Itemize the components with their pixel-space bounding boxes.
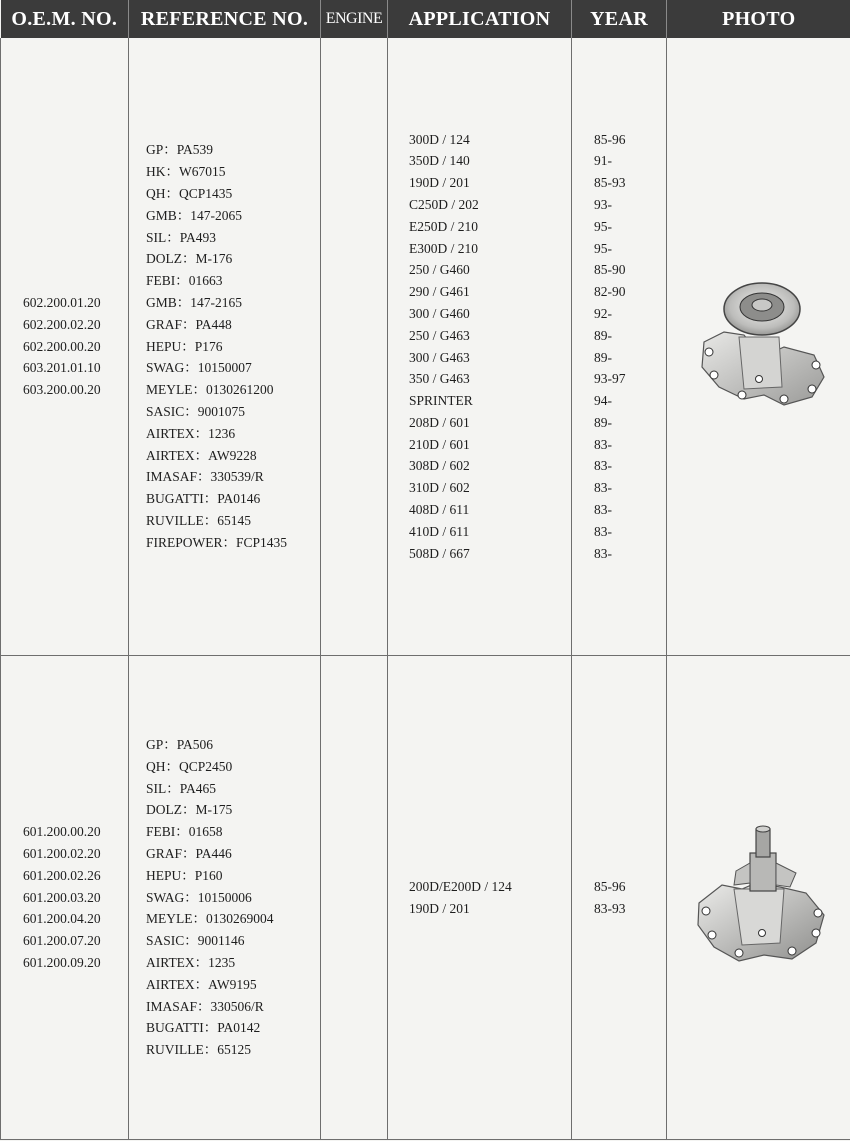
list-item: 91- — [594, 153, 612, 169]
list-item: 83- — [594, 502, 612, 518]
list-item: 83- — [594, 545, 612, 561]
list-item: 93-97 — [594, 371, 626, 387]
list-item: 602.200.01.20 — [23, 295, 101, 310]
list-item: IMASAF：330539/R — [146, 469, 264, 485]
water-pump-photo-icon — [684, 277, 834, 417]
list-item: HEPU：P176 — [146, 338, 223, 354]
list-item: 250 / G463 — [409, 327, 470, 343]
oem-list — [23, 292, 128, 401]
list-item: 89- — [594, 327, 612, 343]
list-item: E300D / 210 — [409, 240, 478, 256]
list-item: 300 / G460 — [409, 305, 470, 321]
oem-cell — [1, 38, 129, 656]
list-item: 603.200.00.20 — [23, 382, 101, 398]
table-row — [1, 656, 850, 1140]
list-item: 602.200.00.20 — [23, 338, 101, 354]
water-pump-photo-icon — [684, 823, 834, 973]
list-item: 601.200.09.20 — [23, 954, 101, 970]
header-application: APPLICATION — [388, 0, 572, 38]
year-cell — [572, 38, 667, 656]
list-item: DOLZ：M-175 — [146, 802, 233, 818]
list-item: AIRTEX：AW9228 — [146, 447, 257, 463]
list-item: GRAF：PA448 — [146, 316, 232, 332]
reference-list — [146, 139, 320, 553]
list-item: AIRTEX：1236 — [146, 425, 236, 441]
list-item: 601.200.03.20 — [23, 889, 101, 905]
list-item: SIL：PA493 — [146, 229, 217, 245]
application-list — [409, 876, 571, 920]
engine-cell — [321, 38, 388, 656]
list-item: BUGATTI：PA0142 — [146, 1020, 261, 1036]
list-item: DOLZ：M-176 — [146, 251, 233, 267]
list-item: 602.200.02.20 — [23, 316, 101, 332]
list-item: 601.200.04.20 — [23, 911, 101, 927]
list-item: 85-96 — [594, 131, 626, 147]
header-oem: O.E.M. NO. — [1, 0, 129, 38]
list-item: SWAG：10150007 — [146, 360, 252, 376]
year-list — [594, 129, 666, 565]
list-item: 200D/E200D / 124 — [409, 878, 512, 894]
oem-list — [23, 821, 128, 974]
application-cell — [388, 656, 572, 1140]
list-item: 94- — [594, 393, 612, 409]
list-item: 210D / 601 — [409, 436, 470, 452]
list-item: FEBI：01658 — [146, 824, 223, 840]
list-item: 85-96 — [594, 878, 626, 894]
list-item: 300 / G463 — [409, 349, 470, 365]
list-item: QH：QCP2450 — [146, 758, 233, 774]
list-item: 601.200.02.26 — [23, 867, 101, 883]
list-item: FIREPOWER：FCP1435 — [146, 534, 288, 550]
list-item: 82-90 — [594, 284, 626, 300]
list-item: 410D / 611 — [409, 523, 470, 539]
list-item: 92- — [594, 305, 612, 321]
list-item: SASIC：9001146 — [146, 933, 245, 949]
list-item: 83-93 — [594, 900, 626, 916]
list-item: 85-93 — [594, 175, 626, 191]
list-item: SWAG：10150006 — [146, 889, 252, 905]
list-item: MEYLE：0130269004 — [146, 911, 274, 927]
header-reference: REFERENCE NO. — [129, 0, 321, 38]
list-item: 95- — [594, 240, 612, 256]
list-item: 310D / 602 — [409, 480, 470, 496]
reference-list — [146, 734, 320, 1061]
list-item: 83- — [594, 458, 612, 474]
list-item: C250D / 202 — [409, 196, 479, 212]
list-item: IMASAF：330506/R — [146, 998, 264, 1014]
reference-cell — [129, 38, 321, 656]
list-item: 601.200.07.20 — [23, 933, 101, 949]
list-item: 601.200.00.20 — [23, 824, 101, 840]
list-item: 250 / G460 — [409, 262, 470, 278]
list-item: MEYLE：0130261200 — [146, 382, 274, 398]
list-item: 190D / 201 — [409, 900, 470, 916]
list-item: 83- — [594, 480, 612, 496]
list-item: QH：QCP1435 — [146, 186, 233, 202]
list-item: 308D / 602 — [409, 458, 470, 474]
list-item: 601.200.02.20 — [23, 846, 101, 861]
list-item: RUVILLE：65125 — [146, 1042, 251, 1058]
list-item: SASIC：9001075 — [146, 403, 246, 419]
list-item: HK：W67015 — [146, 164, 226, 180]
application-cell — [388, 38, 572, 656]
list-item: GRAF：PA446 — [146, 846, 232, 861]
list-item: 190D / 201 — [409, 175, 470, 191]
header-year: YEAR — [572, 0, 667, 38]
list-item: 408D / 611 — [409, 502, 470, 518]
reference-cell — [129, 656, 321, 1140]
list-item: 95- — [594, 218, 612, 234]
header-engine: ENGINE — [321, 0, 388, 38]
list-item: AIRTEX：AW9195 — [146, 976, 257, 992]
list-item: GMB：147-2065 — [146, 207, 243, 223]
list-item: 89- — [594, 349, 612, 365]
list-item: 350D / 140 — [409, 153, 470, 169]
year-cell — [572, 656, 667, 1140]
application-list — [409, 129, 571, 565]
header-row — [1, 0, 850, 38]
list-item: GMB：147-2165 — [146, 295, 243, 310]
year-list — [594, 876, 666, 920]
engine-cell — [321, 656, 388, 1140]
photo-cell — [667, 656, 850, 1140]
list-item: 89- — [594, 414, 612, 430]
list-item: 85-90 — [594, 262, 626, 278]
list-item: AIRTEX：1235 — [146, 954, 236, 970]
list-item: 350 / G463 — [409, 371, 470, 387]
list-item: GP：PA539 — [146, 142, 214, 158]
list-item: 300D / 124 — [409, 131, 470, 147]
list-item: 508D / 667 — [409, 545, 470, 561]
list-item: 208D / 601 — [409, 414, 470, 430]
header-photo: PHOTO — [667, 0, 850, 38]
list-item: E250D / 210 — [409, 218, 478, 234]
list-item: 83- — [594, 523, 612, 539]
list-item: SIL：PA465 — [146, 780, 217, 796]
list-item: BUGATTI：PA0146 — [146, 491, 261, 507]
list-item: SPRINTER — [409, 393, 473, 409]
list-item: GP：PA506 — [146, 737, 214, 753]
list-item: 290 / G461 — [409, 284, 470, 300]
list-item: 603.201.01.10 — [23, 360, 101, 376]
list-item: HEPU：P160 — [146, 867, 223, 883]
photo-cell — [667, 38, 850, 656]
table-row — [1, 38, 850, 656]
oem-cell — [1, 656, 129, 1140]
list-item: FEBI：01663 — [146, 273, 223, 289]
list-item: 83- — [594, 436, 612, 452]
list-item: 93- — [594, 196, 612, 212]
list-item: RUVILLE：65145 — [146, 512, 251, 528]
